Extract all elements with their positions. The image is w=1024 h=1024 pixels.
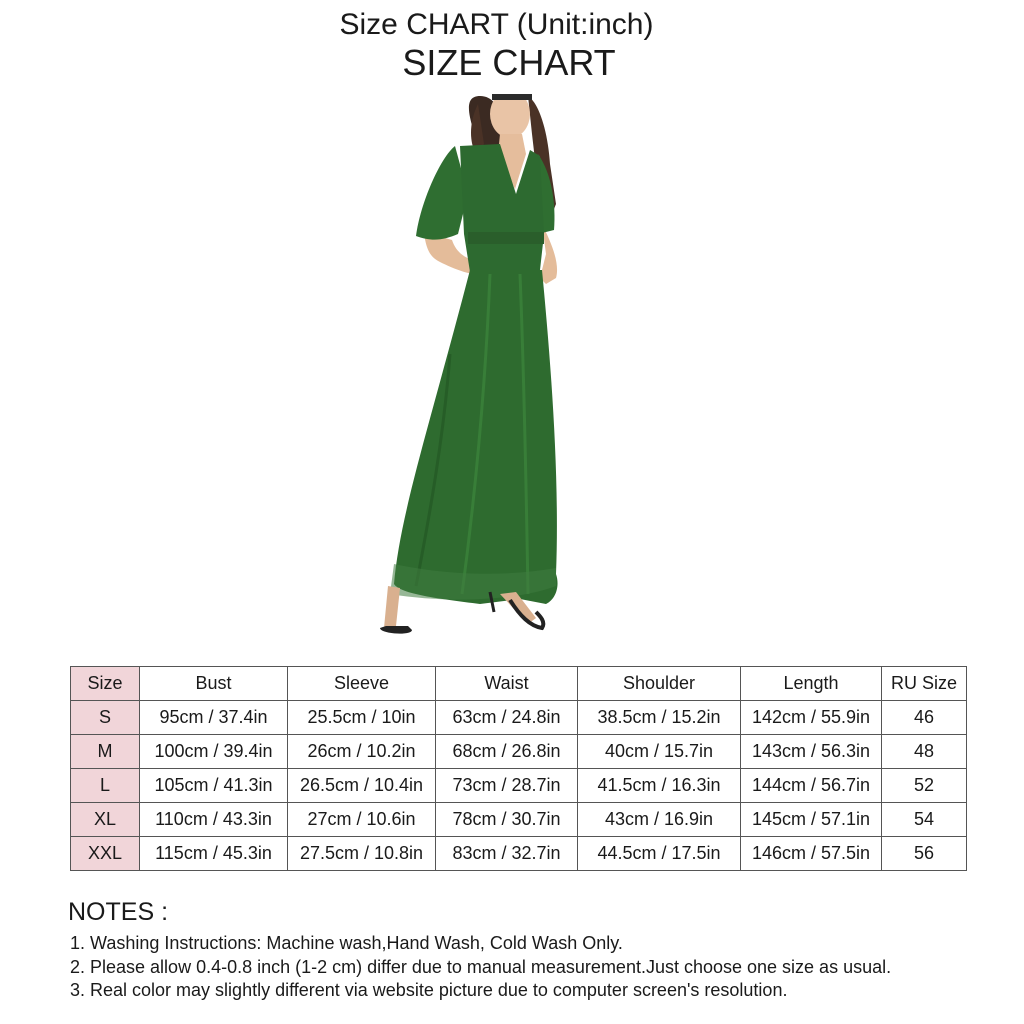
sleeve-cell: 26.5cm / 10.4in bbox=[288, 769, 436, 803]
table-row bbox=[71, 735, 967, 769]
size-cell: L bbox=[71, 769, 140, 803]
size-cell: XL bbox=[71, 803, 140, 837]
shoulder-cell: 40cm / 15.7in bbox=[578, 735, 741, 769]
header-size: Size bbox=[71, 667, 140, 701]
table-row bbox=[71, 701, 967, 735]
header-sleeve: Sleeve bbox=[288, 667, 436, 701]
length-cell: 144cm / 56.7in bbox=[741, 769, 882, 803]
ru-size-cell: 56 bbox=[882, 837, 967, 871]
bust-cell: 105cm / 41.3in bbox=[140, 769, 288, 803]
waist-cell: 78cm / 30.7in bbox=[436, 803, 578, 837]
sleeve-cell: 25.5cm / 10in bbox=[288, 701, 436, 735]
waist-cell: 68cm / 26.8in bbox=[436, 735, 578, 769]
length-cell: 145cm / 57.1in bbox=[741, 803, 882, 837]
length-cell: 143cm / 56.3in bbox=[741, 735, 882, 769]
sleeve-cell: 26cm / 10.2in bbox=[288, 735, 436, 769]
ru-size-cell: 54 bbox=[882, 803, 967, 837]
shoulder-cell: 44.5cm / 17.5in bbox=[578, 837, 741, 871]
waist-cell: 73cm / 28.7in bbox=[436, 769, 578, 803]
header-waist: Waist bbox=[436, 667, 578, 701]
notes-list bbox=[70, 932, 891, 1003]
table-header-row bbox=[71, 667, 967, 701]
note-item: 1. Washing Instructions: Machine wash,Hand Wash, Cold Wash Only. bbox=[70, 933, 623, 953]
bust-cell: 100cm / 39.4in bbox=[140, 735, 288, 769]
note-item: 2. Please allow 0.4-0.8 inch (1-2 cm) differ due to manual measurement.Just choose one size as usual. bbox=[70, 956, 892, 977]
sleeve-cell: 27.5cm / 10.8in bbox=[288, 837, 436, 871]
waist-cell: 63cm / 24.8in bbox=[436, 701, 578, 735]
ru-size-cell: 48 bbox=[882, 735, 967, 769]
header-bust: Bust bbox=[140, 667, 288, 701]
shoulder-cell: 43cm / 16.9in bbox=[578, 803, 741, 837]
size-chart-title: SIZE CHART bbox=[402, 42, 616, 83]
ru-size-cell: 52 bbox=[882, 769, 967, 803]
table-row bbox=[71, 803, 967, 837]
size-cell: M bbox=[71, 735, 140, 769]
bust-cell: 110cm / 43.3in bbox=[140, 803, 288, 837]
size-cell: XXL bbox=[71, 837, 140, 871]
size-cell: S bbox=[71, 701, 140, 735]
size-chart-unit-title: Size CHART (Unit:inch) bbox=[339, 8, 654, 41]
length-cell: 142cm / 55.9in bbox=[741, 701, 882, 735]
size-table bbox=[70, 666, 967, 871]
header-shoulder: Shoulder bbox=[578, 667, 741, 701]
bust-cell: 115cm / 45.3in bbox=[140, 837, 288, 871]
bust-cell: 95cm / 37.4in bbox=[140, 701, 288, 735]
table-row bbox=[71, 769, 967, 803]
sleeve-cell: 27cm / 10.6in bbox=[288, 803, 436, 837]
shoulder-cell: 41.5cm / 16.3in bbox=[578, 769, 741, 803]
note-item: 3. Real color may slightly different via website picture due to computer screen's resolution. bbox=[70, 980, 788, 1000]
header-ru-size: RU Size bbox=[882, 667, 967, 701]
header-length: Length bbox=[741, 667, 882, 701]
length-cell: 146cm / 57.5in bbox=[741, 837, 882, 871]
waist-cell: 83cm / 32.7in bbox=[436, 837, 578, 871]
notes-title: NOTES : bbox=[68, 898, 169, 926]
shoulder-cell: 38.5cm / 15.2in bbox=[578, 701, 741, 735]
product-model-image bbox=[360, 94, 590, 639]
table-row bbox=[71, 837, 967, 871]
ru-size-cell: 46 bbox=[882, 701, 967, 735]
